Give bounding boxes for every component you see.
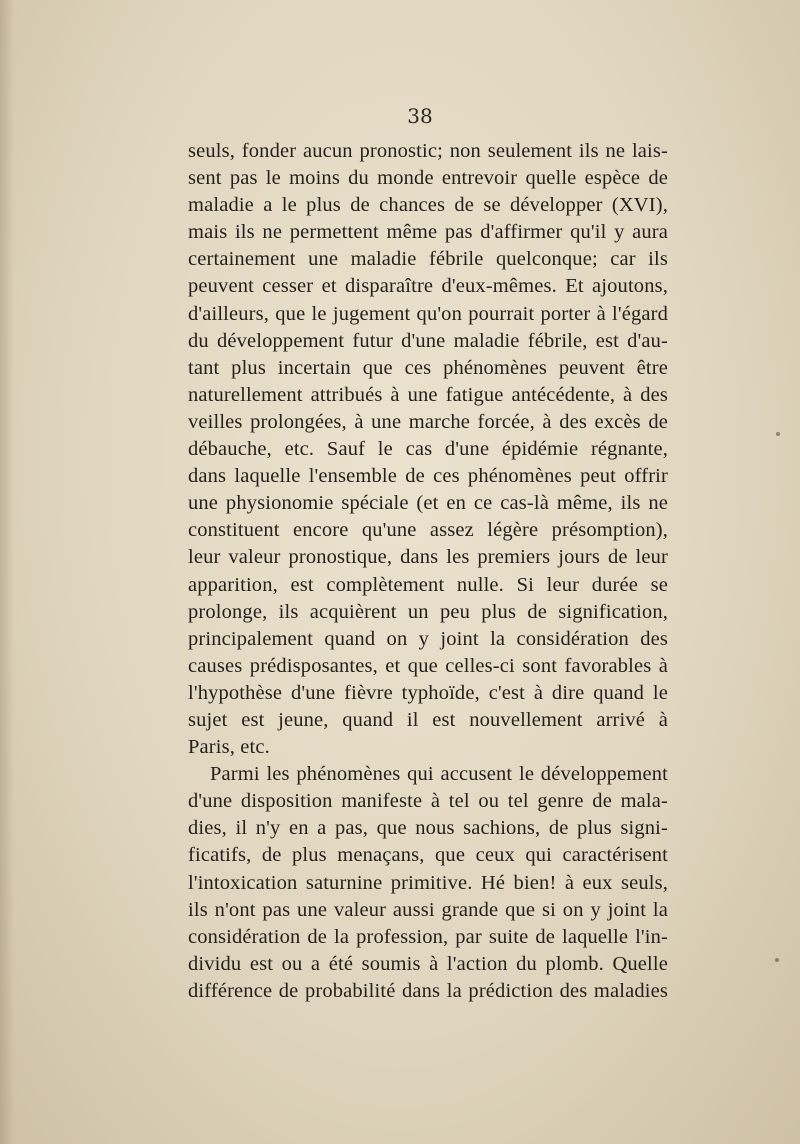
text-line: ils n'ont pas une valeur aussi grande que si on y joint la [188,898,668,921]
text-line: constituent encore qu'une assez légère présomption), [188,519,668,542]
text-line: naturellement attribués à une fatigue antécédente, à des [188,383,668,406]
page-number: 38 [407,104,433,128]
text-line: l'intoxication saturnine primitive. Hé bien! à eux seuls, [188,871,668,894]
text-line: dans laquelle l'ensemble de ces phénomènes peut offrir [188,465,668,488]
text-line: maladie a le plus de chances de se développer (XVI), [188,194,668,217]
paper-speck [776,432,780,436]
text-line: veilles prolongées, à une marche forcée, à des excès de [188,410,668,433]
text-line: peuvent cesser et disparaître d'eux-mêmes. Et ajoutons, [188,275,668,298]
text-line: d'une disposition manifeste à tel ou tel genre de mala- [188,790,668,813]
text-line: apparition, est complètement nulle. Si leur durée se [188,573,668,596]
text-line: d'ailleurs, que le jugement qu'on pourrait porter à l'égard [188,302,668,325]
paper-speck [775,958,779,962]
text-line: seuls, fonder aucun pronostic; non seulement ils ne lais- [188,140,668,162]
text-line: dies, il n'y en a pas, que nous sachions, de plus signi- [188,817,668,840]
body-text [188,138,668,1005]
text-line: Parmi les phénomènes qui accusent le développement [210,763,668,786]
text-line: du développement futur d'une maladie fébrile, est d'au- [188,329,668,352]
text-line: certainement une maladie fébrile quelconque; car ils [188,248,668,271]
text-line: une physionomie spéciale (et en ce cas-là même, ils ne [188,492,668,515]
text-line: mais ils ne permettent même pas d'affirmer qu'il y aura [188,221,668,244]
text-line: principalement quand on y joint la considération des [188,627,668,650]
text-line: l'hypothèse d'une fièvre typhoïde, c'est à dire quand le [188,681,668,704]
text-line: dividu est ou a été soumis à l'action du plomb. Quelle [188,952,668,975]
page-edge-shadow [0,0,14,1144]
text-line: causes prédisposantes, et que celles-ci sont favorables à [188,654,668,677]
text-line: considération de la profession, par suite de laquelle l'in- [188,925,668,948]
text-line: prolonge, ils acquièrent un peu plus de signification, [188,600,668,623]
text-line: leur valeur pronostique, dans les premiers jours de leur [188,546,668,569]
text-line: débauche, etc. Sauf le cas d'une épidémie régnante, [188,438,668,461]
text-line: différence de probabilité dans la prédiction des maladies [188,979,668,1002]
text-line: sujet est jeune, quand il est nouvellement arrivé à [188,708,668,731]
text-line: ficatifs, de plus menaçans, que ceux qui caractérisent [188,844,668,867]
text-line: tant plus incertain que ces phénomènes peuvent être [188,356,668,379]
text-line: sent pas le moins du monde entrevoir quelle espèce de [188,167,668,190]
text-line: Paris, etc. [188,736,270,759]
